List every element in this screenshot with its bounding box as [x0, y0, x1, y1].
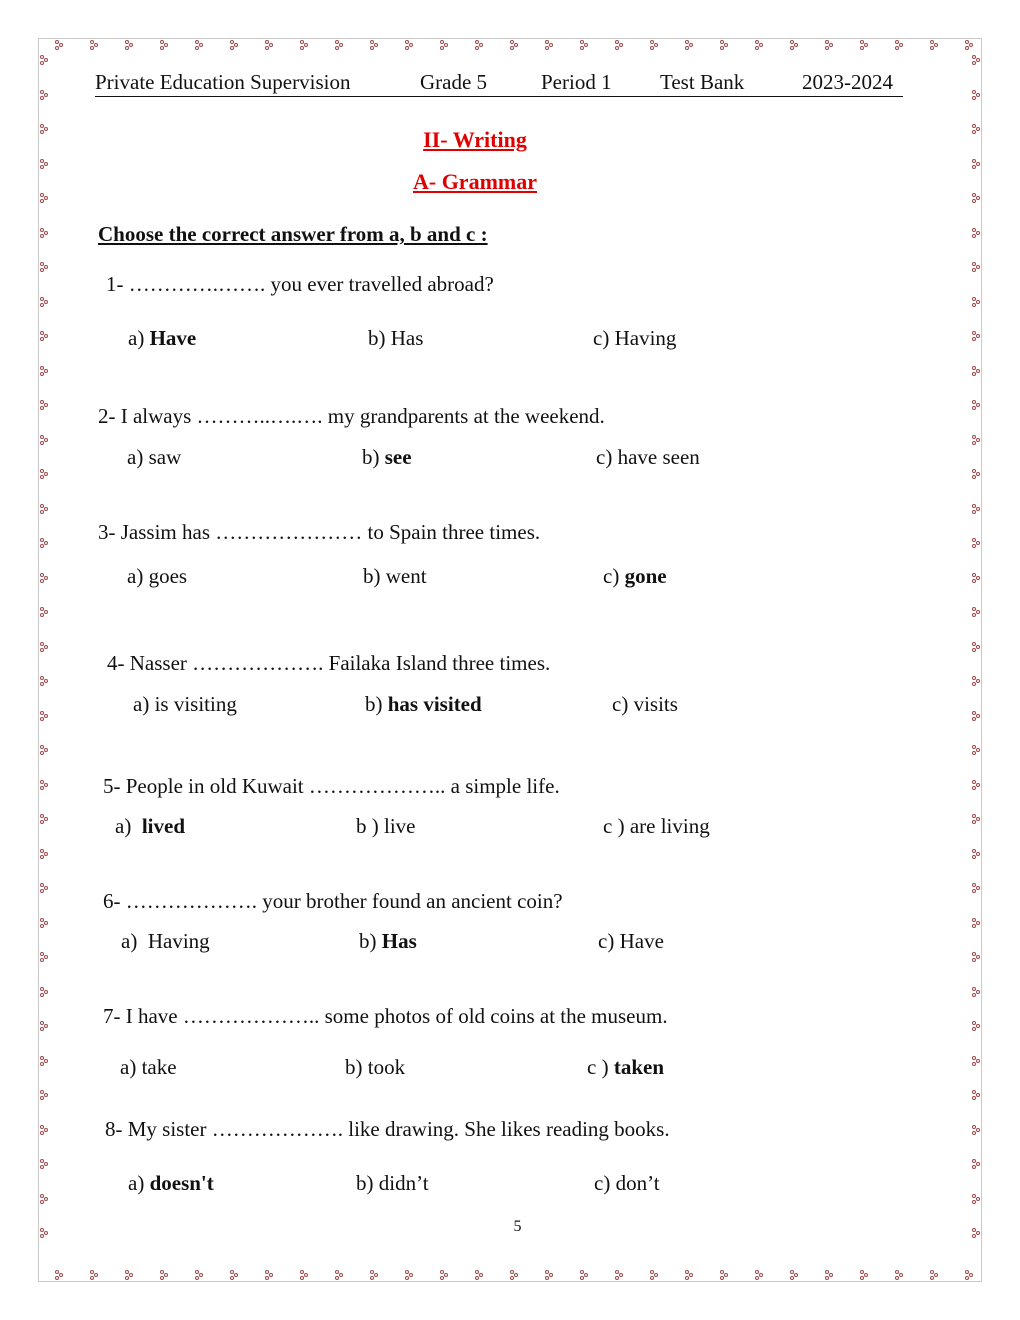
option-8a: a) doesn't — [128, 1171, 214, 1195]
section-title: II- Writing — [423, 127, 527, 152]
option-2c: c) have seen — [596, 445, 700, 469]
option-1c: c) Having — [593, 326, 677, 350]
option-3a: a) goes — [127, 564, 188, 588]
header-supervision: Private Education Supervision — [95, 70, 351, 94]
option-8b: b) didn’t — [356, 1171, 429, 1195]
question-2: 2- I always ………..….…. my grandparents at the weekend. — [98, 404, 605, 428]
option-3c: c) gone — [603, 564, 667, 588]
option-1a: a) Have — [128, 326, 197, 350]
question-8: 8- My sister ………………. like drawing. She likes reading books. — [105, 1117, 670, 1141]
instruction: Choose the correct answer from a, b and c : — [98, 222, 488, 246]
option-2b: b) see — [362, 445, 412, 469]
page-header — [95, 70, 903, 97]
question-7: 7- I have ……………….. some photos of old coins at the museum. — [103, 1004, 668, 1028]
option-6a: a) Having — [121, 929, 210, 953]
option-5b: b ) live — [356, 814, 416, 838]
question-6: 6- ………………. your brother found an ancient coin? — [103, 889, 563, 913]
option-6b: b) Has — [359, 929, 417, 953]
option-7b: b) took — [345, 1055, 406, 1079]
page-number: 5 — [513, 1218, 522, 1235]
question-4: 4- Nasser ………………. Failaka Island three times. — [107, 651, 551, 675]
option-4a: a) is visiting — [133, 692, 237, 716]
section-subtitle: A- Grammar — [412, 169, 537, 194]
option-5a: a) lived — [115, 814, 185, 838]
header-test-bank: Test Bank — [660, 70, 745, 94]
question-3: 3- Jassim has ………………… to Spain three times. — [98, 520, 541, 544]
option-5c: c ) are living — [603, 814, 710, 838]
option-4b: b) has visited — [365, 692, 482, 716]
option-7c: c ) taken — [587, 1055, 665, 1079]
option-4c: c) visits — [612, 692, 678, 716]
option-3b: b) went — [363, 564, 427, 588]
option-7a: a) take — [120, 1055, 177, 1079]
question-5: 5- People in old Kuwait ……………….. a simple life. — [103, 774, 560, 798]
question-1: 1- ………….……. you ever travelled abroad? — [106, 272, 494, 296]
header-year: 2023-2024 — [802, 70, 893, 94]
header-grade: Grade 5 — [420, 70, 488, 94]
header-period: Period 1 — [541, 70, 612, 94]
option-8c: c) don’t — [594, 1171, 660, 1195]
option-1b: b) Has — [368, 326, 424, 350]
option-2a: a) saw — [127, 445, 182, 469]
option-6c: c) Have — [598, 929, 664, 953]
